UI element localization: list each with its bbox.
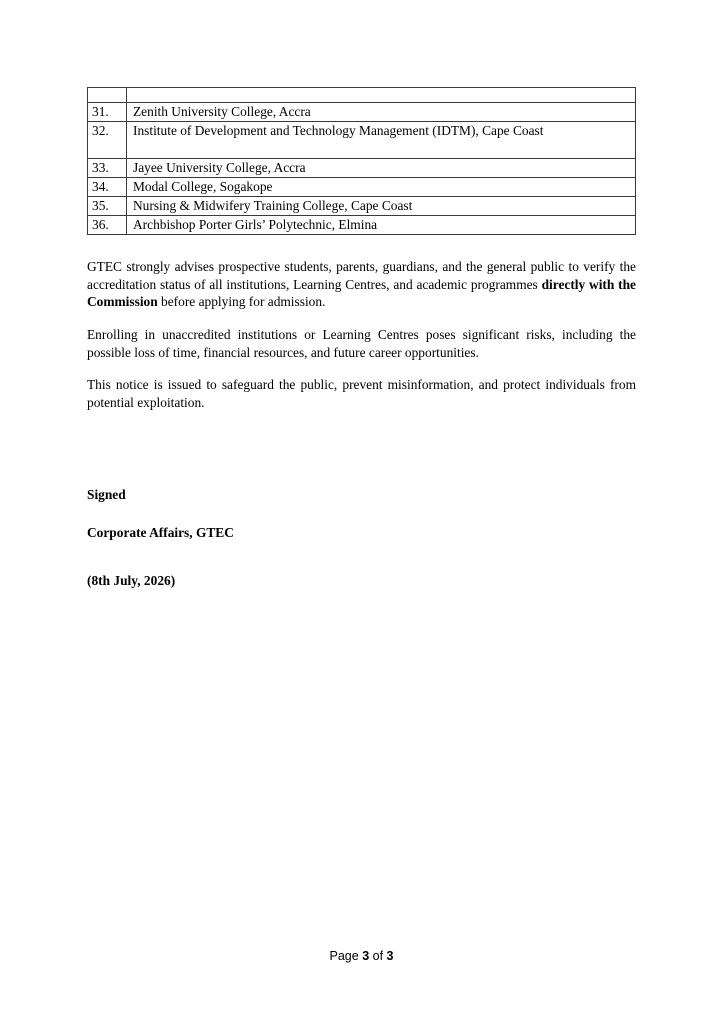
table-row (88, 122, 636, 159)
row-number (88, 88, 127, 103)
risk-paragraph: Enrolling in unaccredited institutions or Learning Centres poses significant risks, including the possible loss of time, financial resources, and future career opportunities. (87, 327, 636, 360)
institution-name: Zenith University College, Accra (127, 103, 636, 122)
table-row (88, 88, 636, 103)
row-number: 36. (88, 216, 127, 235)
advice-paragraph (87, 258, 636, 311)
institutions-table (87, 87, 636, 235)
advice-text-end: before applying for admission. (157, 294, 326, 309)
table-row (88, 216, 636, 235)
total-page-count: 3 (386, 949, 394, 963)
current-page-number: 3 (362, 949, 370, 963)
row-number: 32. (88, 122, 127, 159)
institution-name: Archbishop Porter Girls’ Polytechnic, Elmina (127, 216, 636, 235)
table-row (88, 103, 636, 122)
row-number: 31. (88, 103, 127, 122)
institution-name: Modal College, Sogakope (127, 178, 636, 197)
signed-label: Signed (87, 487, 126, 502)
institution-name: Jayee University College, Accra (127, 159, 636, 178)
notice-date: (8th July, 2026) (87, 573, 176, 588)
of-word: of (372, 949, 384, 963)
advice-text-start: GTEC strongly advises prospective students, parents, guardians, and the general public to verify the accreditation status of all institutions, Learning Centres, and academic programmes (87, 259, 636, 292)
page-word: Page (329, 949, 359, 963)
row-number: 35. (88, 197, 127, 216)
page-footer (0, 948, 723, 964)
institution-name: Institute of Development and Technology Management (IDTM), Cape Coast (127, 122, 636, 159)
advice-text-emphasis: directly with the Commission (87, 276, 636, 309)
row-number: 34. (88, 178, 127, 197)
row-number: 33. (88, 159, 127, 178)
table-row (88, 159, 636, 178)
table-row (88, 197, 636, 216)
signatory-office: Corporate Affairs, GTEC (87, 525, 234, 540)
institution-name: Nursing & Midwifery Training College, Cape Coast (127, 197, 636, 216)
institution-name (127, 88, 636, 103)
table-row (88, 178, 636, 197)
purpose-paragraph: This notice is issued to safeguard the public, prevent misinformation, and protect individuals from potential exploitation. (87, 377, 636, 410)
